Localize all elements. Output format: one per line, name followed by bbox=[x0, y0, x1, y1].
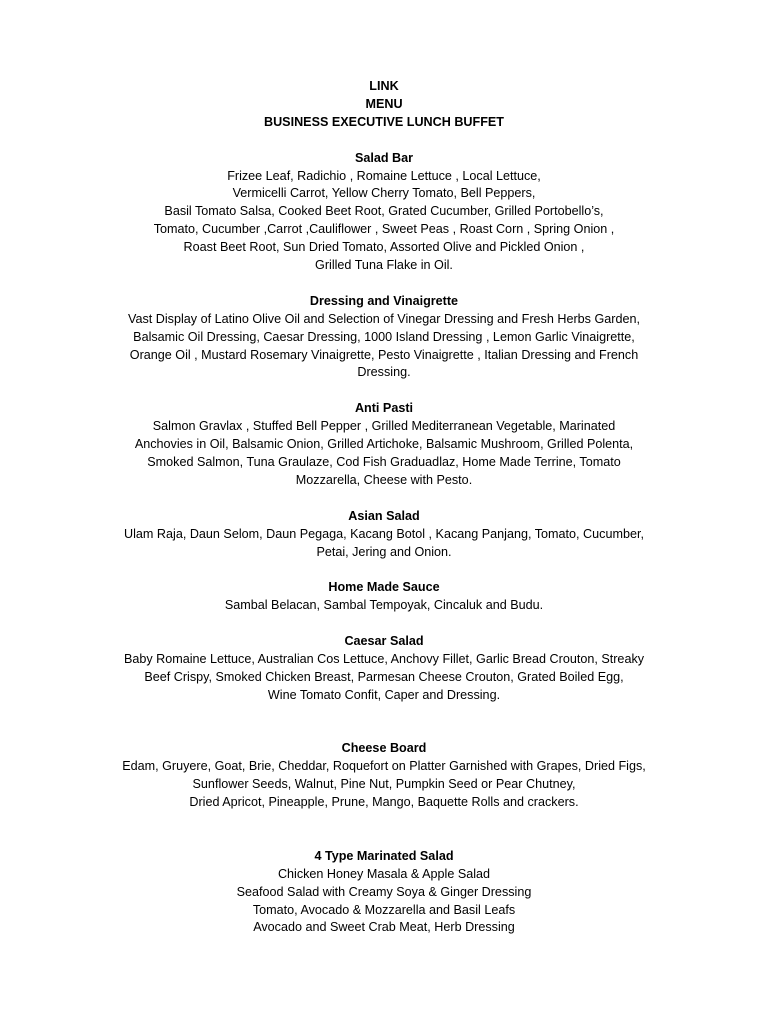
menu-line: Roast Beet Root, Sun Dried Tomato, Assorted Olive and Pickled Onion , bbox=[183, 240, 585, 255]
section-title: Cheese Board bbox=[341, 741, 427, 756]
menu-line: Orange Oil , Mustard Rosemary Vinaigrette, Pesto Vinaigrette , Italian Dressing and French bbox=[129, 347, 639, 362]
menu-line: Tomato, Cucumber ,Carrot ,Cauliflower , Sweet Peas , Roast Corn , Spring Onion , bbox=[153, 222, 615, 237]
section-title: Anti Pasti bbox=[354, 401, 414, 416]
section-home-made-sauce bbox=[0, 579, 768, 615]
section-title: Dressing and Vinaigrette bbox=[309, 293, 459, 308]
menu-line: Avocado and Sweet Crab Meat, Herb Dressing bbox=[253, 920, 515, 935]
menu-line: Mozzarella, Cheese with Pesto. bbox=[295, 472, 473, 487]
section-title: 4 Type Marinated Salad bbox=[314, 848, 454, 863]
menu-document bbox=[0, 78, 768, 937]
menu-line: Sambal Belacan, Sambal Tempoyak, Cincaluk and Budu. bbox=[224, 598, 544, 613]
section-caesar-salad bbox=[0, 633, 768, 705]
section-title: Asian Salad bbox=[348, 508, 420, 523]
menu-line: Dried Apricot, Pineapple, Prune, Mango, Baquette Rolls and crackers. bbox=[189, 795, 579, 810]
menu-line: Ulam Raja, Daun Selom, Daun Pegaga, Kacang Botol , Kacang Panjang, Tomato, Cucumber, bbox=[124, 526, 644, 541]
section-title: Home Made Sauce bbox=[328, 580, 440, 595]
menu-line: Vermicelli Carrot, Yellow Cherry Tomato, Bell Peppers, bbox=[232, 186, 536, 201]
section-title: Salad Bar bbox=[354, 150, 414, 165]
section-title: Caesar Salad bbox=[344, 634, 424, 648]
menu-title: BUSINESS EXECUTIVE LUNCH BUFFET bbox=[263, 114, 504, 129]
menu-line: Vast Display of Latino Olive Oil and Selection of Vinegar Dressing and Fresh Herbs Garden, bbox=[128, 311, 640, 326]
menu-line: Tomato, Avocado & Mozzarella and Basil Leafs bbox=[252, 902, 516, 917]
section-dressing bbox=[0, 293, 768, 383]
menu-line: Sunflower Seeds, Walnut, Pine Nut, Pumpkin Seed or Pear Chutney, bbox=[192, 777, 576, 792]
menu-line: Dressing. bbox=[357, 365, 411, 380]
menu-line: Chicken Honey Masala & Apple Salad bbox=[277, 866, 491, 881]
menu-line: Edam, Gruyere, Goat, Brie, Cheddar, Roquefort on Platter Garnished with Grapes, Dried Figs, bbox=[122, 759, 646, 774]
section-marinated-salad bbox=[0, 848, 768, 938]
menu-line: Anchovies in Oil, Balsamic Onion, Grilled Artichoke, Balsamic Mushroom, Grilled Polenta, bbox=[134, 437, 634, 452]
menu-line: Grilled Tuna Flake in Oil. bbox=[315, 258, 453, 273]
menu-line: Beef Crispy, Smoked Chicken Breast, Parmesan Cheese Crouton, Grated Boiled Egg, bbox=[144, 669, 624, 684]
section-cheese-board bbox=[0, 740, 768, 812]
restaurant-name: LINK bbox=[369, 79, 399, 93]
menu-line: Petai, Jering and Onion. bbox=[316, 544, 452, 559]
section-salad-bar bbox=[0, 150, 768, 275]
menu-line: Balsamic Oil Dressing, Caesar Dressing, 1000 Island Dressing , Lemon Garlic Vinaigrette, bbox=[133, 329, 635, 344]
section-anti-pasti bbox=[0, 400, 768, 490]
menu-line: Wine Tomato Confit, Caper and Dressing. bbox=[267, 687, 501, 702]
menu-line: Basil Tomato Salsa, Cooked Beet Root, Grated Cucumber, Grilled Portobello’s, bbox=[164, 204, 604, 219]
section-asian-salad bbox=[0, 508, 768, 562]
menu-line: Salmon Gravlax , Stuffed Bell Pepper , Grilled Mediterranean Vegetable, Marinated bbox=[152, 419, 616, 434]
menu-line: Baby Romaine Lettuce, Australian Cos Lettuce, Anchovy Fillet, Garlic Bread Crouton, Streaky bbox=[123, 651, 645, 666]
document-type: MENU bbox=[365, 96, 403, 111]
menu-line: Seafood Salad with Creamy Soya & Ginger Dressing bbox=[236, 884, 532, 899]
menu-line: Frizee Leaf, Radichio , Romaine Lettuce , Local Lettuce, bbox=[227, 168, 541, 183]
menu-line: Smoked Salmon, Tuna Graulaze, Cod Fish Graduadlaz, Home Made Terrine, Tomato bbox=[147, 454, 621, 469]
